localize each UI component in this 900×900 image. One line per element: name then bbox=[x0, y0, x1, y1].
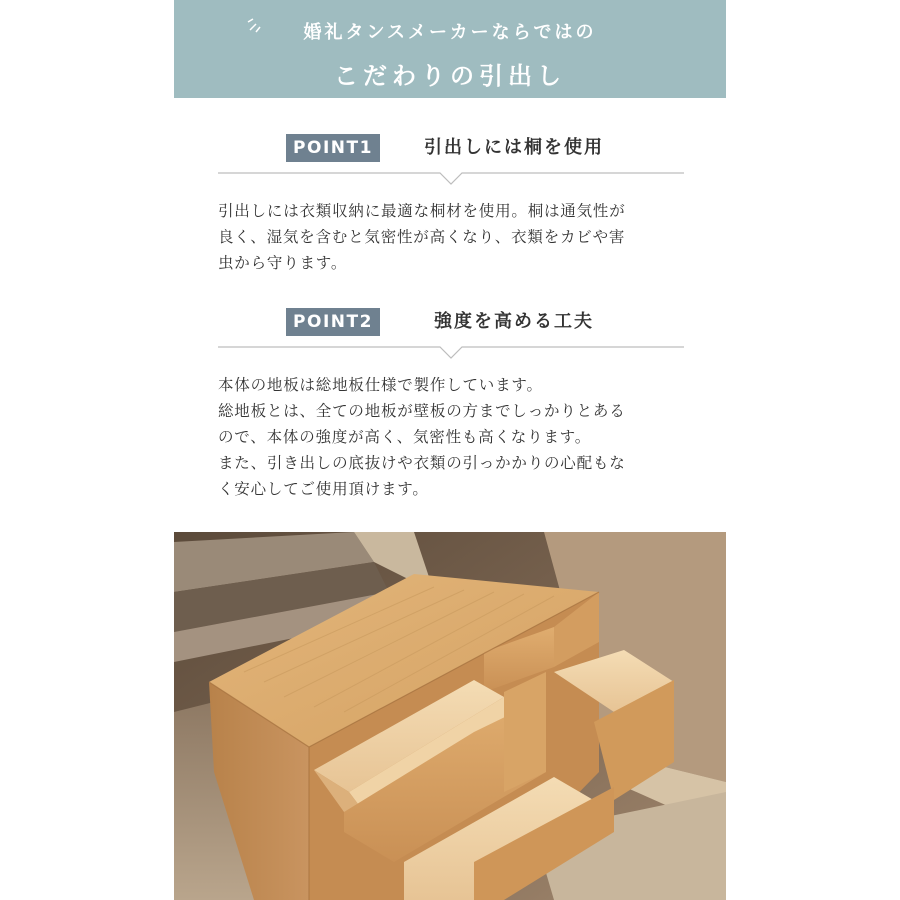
point-title: 強度を高める工夫 bbox=[434, 311, 594, 332]
description-line: また、引き出しの底抜けや衣類の引っかかりの心配もな bbox=[218, 454, 626, 472]
divider-arrow bbox=[218, 172, 684, 186]
description-line: 良く、湿気を含むと気密性が高くなり、衣類をカビや害 bbox=[218, 228, 626, 246]
page-column bbox=[174, 0, 726, 900]
product-photo bbox=[174, 532, 726, 900]
point-badge: POINT1 bbox=[286, 134, 380, 162]
point-title: 引出しには桐を使用 bbox=[424, 137, 604, 158]
description-line: く安心してご使用頂けます。 bbox=[218, 480, 429, 498]
description-line: 総地板とは、全ての地板が壁板の方までしっかりとある bbox=[218, 402, 626, 420]
description-line: ので、本体の強度が高く、気密性も高くなります。 bbox=[218, 428, 592, 446]
point-section-1 bbox=[218, 134, 684, 272]
banner-title: こだわりの引出し bbox=[334, 62, 566, 90]
header-banner bbox=[174, 0, 726, 98]
point-description bbox=[218, 198, 688, 276]
point-section-2 bbox=[218, 308, 684, 498]
point-header bbox=[218, 134, 684, 164]
description-line: 虫から守ります。 bbox=[218, 254, 348, 272]
chest-illustration bbox=[174, 532, 726, 900]
point-badge: POINT2 bbox=[286, 308, 380, 336]
divider-arrow bbox=[218, 346, 684, 360]
point-header bbox=[218, 308, 684, 338]
description-line: 引出しには衣類収納に最適な桐材を使用。桐は通気性が bbox=[218, 202, 626, 220]
description-line: 本体の地板は総地板仕様で製作しています。 bbox=[218, 376, 543, 394]
point-description bbox=[218, 372, 688, 502]
banner-subtitle: 婚礼タンスメーカーならではの bbox=[303, 22, 597, 43]
